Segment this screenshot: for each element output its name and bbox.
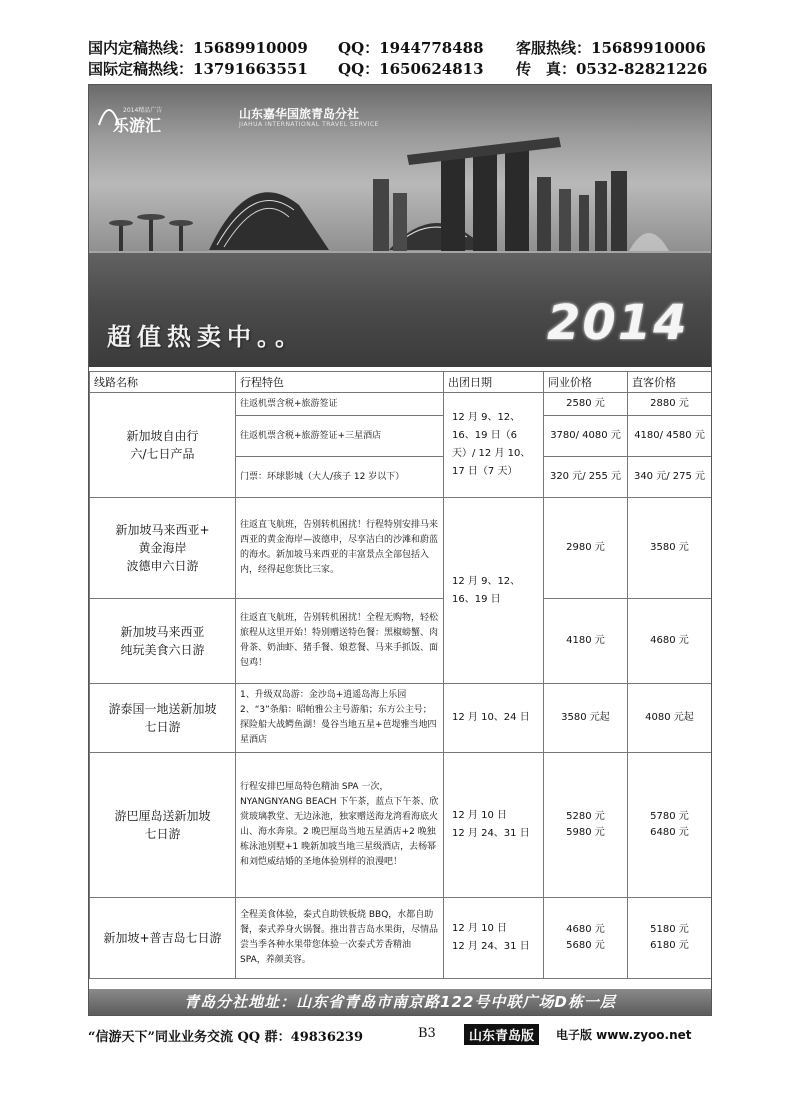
date-cell: 12 月 9、12、16、19 日（6 天）/ 12 月 10、17 日（7 天） (444, 393, 544, 498)
route-name: 新加坡马来西亚+ (115, 523, 210, 537)
route-name: 游巴厘岛送新加坡 (114, 809, 211, 823)
peer-price-cell (544, 898, 628, 979)
table-row (90, 898, 712, 979)
date-cell: 12 月 9、12、16、19 日 (444, 498, 544, 684)
peer-price-cell: 2980 元 (544, 498, 628, 599)
price-line: 5180 元 (650, 924, 689, 935)
peer-price-cell: 4180 元 (544, 599, 628, 684)
route-name: 新加坡马来西亚 (120, 625, 205, 639)
table-row (90, 498, 712, 599)
logo-subtitle: 2014精品广告 (123, 107, 163, 114)
banner-image (89, 85, 711, 367)
price-line: 6480 元 (650, 827, 689, 838)
route-name-cell (90, 599, 236, 684)
price-line: 5980 元 (566, 827, 605, 838)
hotline-row-2 (88, 59, 718, 80)
route-name-cell (90, 684, 236, 753)
table-header-row (90, 372, 712, 393)
feature-cell: 门票：环球影城（大人/孩子 12 岁以下） (236, 457, 444, 498)
direct-price-cell (628, 898, 712, 979)
route-name-cell (90, 753, 236, 898)
table-row (90, 599, 712, 684)
feature-cell: 往返机票含税+旅游签证 (236, 393, 444, 416)
date-cell (444, 753, 544, 898)
hotline-row-1 (88, 38, 718, 59)
address-bar: 青岛分社地址：山东省青岛市南京路122号中联广场D栋一层 (89, 989, 711, 1015)
direct-price-cell: 3580 元 (628, 498, 712, 599)
route-name: 黄金海岸 (138, 541, 187, 555)
direct-price-cell: 2880 元 (628, 393, 712, 416)
date-line: 12 月 10 日 (452, 923, 507, 934)
qq-group-text: “信游天下”同业业务交流 QQ 群：49836239 (88, 1030, 364, 1045)
route-name-cell (90, 498, 236, 599)
fax-number: 传 真：0532-82821226 (516, 60, 708, 78)
qq-number-1: QQ：1944778488 (338, 39, 484, 57)
domestic-hotline: 国内定稿热线：15689910009 (88, 39, 308, 57)
feature-cell: 往返直飞航班，告别转机困扰！全程无购物，轻松旅程从这里开始！特别赠送特色餐：黑椒螃蟹、肉骨茶、奶油虾、猪手餐、娘惹餐、马来手抓饭、面包鸡！ (236, 599, 444, 684)
feature-cell: 行程安排巴厘岛特色精油 SPA 一次，NYANGNYANG BEACH 下午茶，蓝点下午茶、欣赏玻璃教堂、无边泳池，独家赠送海龙湾看海底火山、海水奔泉。2 晚巴厘岛当地五星酒店+2 晚独栋泳池别墅+1 晚新加坡当地三星级酒店，去杨幂和刘恺威结婚的圣地体验别样的浪漫吧！ (236, 753, 444, 898)
header-direct-price: 直客价格 (628, 372, 712, 393)
header-dates: 出团日期 (444, 372, 544, 393)
service-hotline: 客服热线：15689910006 (516, 39, 706, 57)
company-name: 山东嘉华国旅青岛分社 (239, 107, 360, 121)
route-name: 七日游 (144, 827, 181, 841)
table-row (90, 684, 712, 753)
peer-price-cell: 3580 元起 (544, 684, 628, 753)
direct-price-cell: 4680 元 (628, 599, 712, 684)
feature-cell: 1、升级双岛游：金沙岛+逍遥岛海上乐园 2、“3”条船：昭帕雅公主号游船；东方公主号；探险船大战鳄鱼湖！曼谷当地五星+芭堤雅当地四星酒店 (236, 684, 444, 753)
direct-price-cell: 4080 元起 (628, 684, 712, 753)
route-name: 七日游 (144, 720, 181, 734)
peer-price-cell: 320 元/ 255 元 (544, 457, 628, 498)
feature-cell: 往返机票含税+旅游签证+三星酒店 (236, 416, 444, 457)
route-name: 波德申六日游 (126, 559, 199, 573)
direct-price-cell (628, 753, 712, 898)
date-cell (444, 898, 544, 979)
date-line: 12 月 24、31 日 (452, 828, 530, 839)
brand-logo: 乐游汇 (113, 116, 162, 135)
price-line: 5780 元 (650, 811, 689, 822)
price-line: 5680 元 (566, 940, 605, 951)
header-route-name: 线路名称 (90, 372, 236, 393)
direct-price-cell: 4180/ 4580 元 (628, 416, 712, 457)
route-name: 纯玩美食六日游 (120, 643, 205, 657)
slogan-text: 超值热卖中。。 (107, 322, 305, 351)
header-features: 行程特色 (236, 372, 444, 393)
year-text: 2014 (547, 295, 689, 351)
route-name-cell (90, 393, 236, 498)
international-hotline: 国际定稿热线：13791663551 (88, 60, 308, 78)
company-name-en: JIAHUA INTERNATIONAL TRAVEL SERVICE (239, 121, 379, 128)
date-line: 12 月 10 日 (452, 810, 507, 821)
price-line: 4680 元 (566, 924, 605, 935)
route-name: 游泰国一地送新加坡 (108, 702, 217, 716)
direct-price-cell: 340 元/ 275 元 (628, 457, 712, 498)
peer-price-cell: 3780/ 4080 元 (544, 416, 628, 457)
page-footer (88, 1024, 714, 1046)
route-name-cell (90, 898, 236, 979)
route-name: 新加坡+普吉岛七日游 (103, 931, 222, 945)
date-line: 12 月 24、31 日 (452, 941, 530, 952)
routes-table (89, 371, 712, 979)
table-row (90, 393, 712, 416)
qq-number-2: QQ：1650624813 (338, 60, 484, 78)
ad-frame (88, 84, 712, 1016)
table-row (90, 753, 712, 898)
hotline-header (88, 38, 718, 80)
header-peer-price: 同业价格 (544, 372, 628, 393)
peer-price-cell (544, 753, 628, 898)
website-link[interactable]: 电子版 www.zyoo.net (556, 1028, 692, 1042)
price-line: 5280 元 (566, 811, 605, 822)
route-name: 六/七日产品 (130, 447, 195, 461)
peer-price-cell: 2580 元 (544, 393, 628, 416)
feature-cell: 往返直飞航班，告别转机困扰！行程特别安排马来西亚的黄金海岸—波德申，尽享洁白的沙滩和蔚蓝的海水。新加坡马来西亚的丰富景点全部包括入内，经得起您货比三家。 (236, 498, 444, 599)
page-number: B3 (418, 1026, 436, 1041)
feature-cell: 全程美食体验，泰式自助铁板烧 BBQ，水都自助餐，泰式养身火锅餐。推出普吉岛水果街，尽情品尝当季各种水果带您体验一次泰式芳香精油 SPA，养颜美容。 (236, 898, 444, 979)
edition-badge: 山东青岛版 (464, 1024, 539, 1045)
price-line: 6180 元 (650, 940, 689, 951)
date-cell: 12 月 10、24 日 (444, 684, 544, 753)
route-name: 新加坡自由行 (126, 429, 199, 443)
